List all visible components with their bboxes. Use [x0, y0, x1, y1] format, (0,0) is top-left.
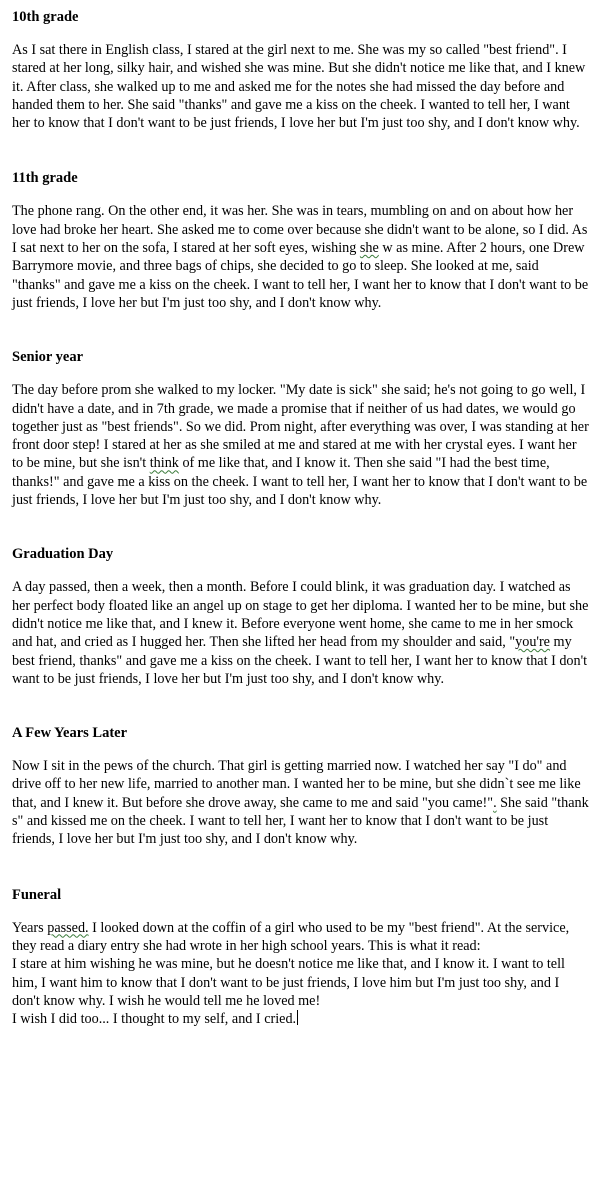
section-a-few-years-later	[12, 724, 590, 848]
closing-line: I wish I did too... I thought to my self, and I cried.	[12, 1011, 297, 1028]
section-heading: Funeral	[12, 886, 62, 903]
paragraph-text: A day passed, then a week, then a month. Before I could blink, it was graduation day. I watched as her perfect body floated like an angel up on stage to get her diploma. I wanted her to be mine, but she didn't notice me like that, and I knew it. Before everyone went home, she came to me in her smock and hat, and cried as I hugged her. Then she lifted her head from my shoulder and said, "	[12, 579, 589, 651]
section-10th-grade	[12, 8, 590, 132]
section-heading: Graduation Day	[12, 546, 114, 563]
spelling-underline[interactable]: .	[493, 794, 497, 811]
paragraph-text: She said "thank s" and kissed me on the cheek. I want to tell her, I want her to know that I don't want to be just friends, I love her but I'm just too shy, and I don't know why.	[12, 794, 589, 848]
spelling-underline[interactable]: passed.	[47, 919, 89, 936]
paragraph-text: w as mine. After 2 hours, one Drew Barrymore movie, and three bags of chips, she decided to go to sleep. She looked at me, said "thanks" and gave me a kiss on the cheek. I want to tell her, I want her to know that I don't want to be just friends, I love her but I'm just too shy, and I don't know why.	[12, 240, 589, 311]
paragraph-text: The phone rang. On the other end, it was her. She was in tears, mumbling on and on about how her love had broke her heart. She asked me to come over because she didn't want to be alone, so I did. As I sat next to her on the sofa, I stared at her soft eyes, wishing	[12, 203, 588, 257]
section-paragraph[interactable]	[12, 202, 590, 312]
text-cursor	[297, 1010, 298, 1025]
paragraph-text: The day before prom she walked to my locker. "My date is sick" she said; he's not going to go well, I didn't have a date, and in 7th grade, we made a promise that if neither of us had dates, we would go together just as "best friends". So we did. Prom night, after everything was over, I was standing at her front door step! I stared at her as she smiled at me and stared at me with her crystal eyes. I want her to be mine, but she isn't	[12, 382, 589, 472]
spelling-underline[interactable]: think	[149, 455, 179, 472]
section-graduation-day	[12, 545, 590, 688]
paragraph-text: Now I sit in the pews of the church. That girl is getting married now. I watched her say "I do" and drive off to her new life, married to another man. I wanted her to be mine, but she didn`t see me like that, and I knew it. But before she drove away, she came to me and said "you came!"	[12, 758, 581, 811]
section-heading: 10th grade	[12, 9, 79, 25]
section-funeral	[12, 886, 590, 1029]
section-paragraph[interactable]	[12, 757, 590, 848]
section-paragraph[interactable]	[12, 578, 590, 688]
paragraph-spacer	[12, 509, 590, 545]
paragraph-text: I looked down at the coffin of a girl who used to be my "best friend". At the service, they read a diary entry she had wrote in her high school years. This is what it read:	[12, 919, 570, 954]
spelling-underline[interactable]: she	[359, 240, 379, 257]
section-heading: A Few Years Later	[12, 725, 128, 742]
spelling-underline[interactable]: you're	[515, 634, 550, 651]
section-senior-year	[12, 348, 590, 509]
diary-entry: I stare at him wishing he was mine, but he doesn't notice me like that, and I know it. I want to tell him, I want him to know that I don't want to be just friends, I love him but I'm just too shy, and I don't know why. I wish he would tell me he loved me!	[12, 956, 565, 1009]
section-paragraph[interactable]	[12, 381, 590, 509]
section-11th-grade	[12, 169, 590, 312]
paragraph-text: Years	[12, 919, 48, 936]
paragraph-spacer	[12, 688, 590, 724]
paragraph-spacer	[12, 849, 590, 886]
section-heading: Senior year	[12, 349, 84, 366]
paragraph-text: my best friend, thanks" and gave me a kiss on the cheek. I want to tell her, I want her to know that I don't want to be just friends, I love her but I'm just too shy, and I don't know why.	[12, 634, 588, 687]
paragraph-text: of me like that, and I know it. Then she said "I had the best time, thanks!" and gave me a kiss on the cheek. I want to tell her, I want her to know that I don't want to be just friends, I love her but I'm just too shy, and I don't know why.	[12, 455, 588, 509]
section-paragraph[interactable]	[12, 919, 590, 1029]
section-paragraph[interactable]: As I sat there in English class, I stared at the girl next to me. She was my so called "best friend". I stared at her long, silky hair, and wished she was mine. But she didn't notice me like that, and I knew it. After class, she walked up to me and asked me for the notes she had missed the day before and handed them to her. She said "thanks" and gave me a kiss on the cheek. I wanted to tell her, I want her to know that I don't want to be just friends, I love her but I'm just too shy, and I don't know why.	[12, 42, 586, 132]
document-body[interactable]	[12, 8, 590, 1028]
paragraph-spacer	[12, 312, 590, 348]
paragraph-spacer	[12, 132, 590, 169]
section-heading: 11th grade	[12, 170, 78, 187]
